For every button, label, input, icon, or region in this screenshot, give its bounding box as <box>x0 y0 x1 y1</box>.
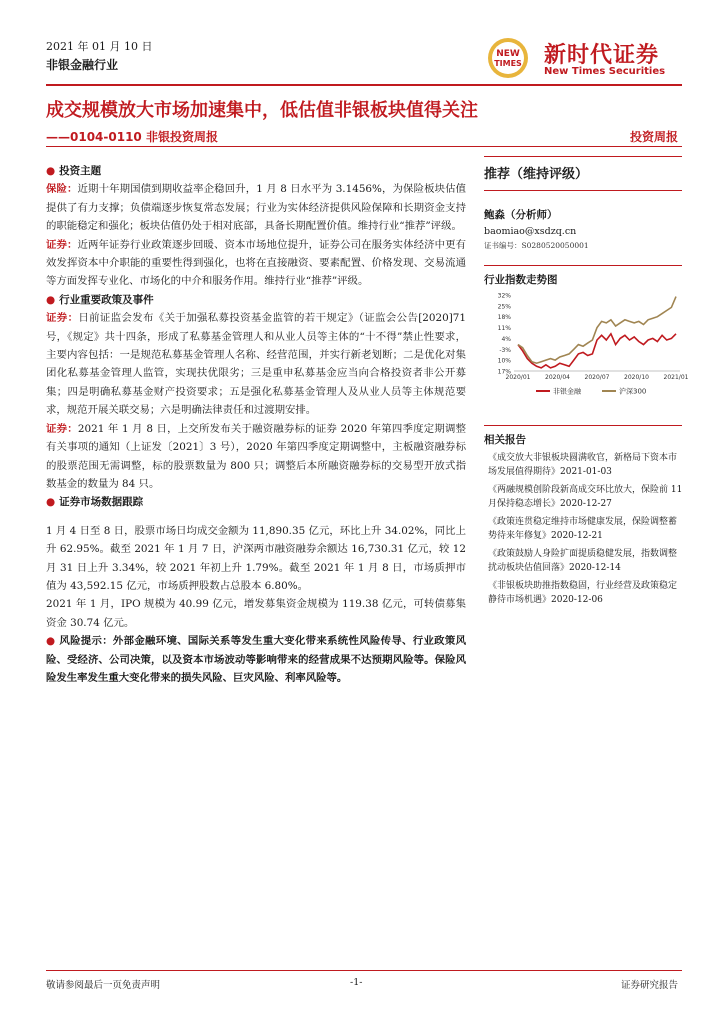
analyst-certificate: 证书编号：S0280520050001 <box>484 241 589 250</box>
related-report-item[interactable]: 《非银板块助推指数稳固，行业经营及政策稳定静待市场机遇》2020-12-06 <box>488 581 678 605</box>
related-report-item[interactable]: 《政策连贯稳定维持市场健康发展，保险调整蓄势待来年修复》2020-12-21 <box>488 517 678 541</box>
report-type: 投资周报 <box>629 130 678 144</box>
footer-report-type: 证券研究报告 <box>620 980 678 991</box>
series-line-csi300 <box>518 297 676 364</box>
page-number: -1- <box>350 977 363 988</box>
y-tick-label: 25% <box>497 303 511 311</box>
insurance-text: 近期十年期国债到期收益率企稳回升，1 月 8 日水平为 3.1456%，为保险板块估值提供了有力支撑；负债端逐步恢复常态发展；行业为实体经济提供风险保障和长期资金支持的职能稳定和强化；板块估值仍处于相对底部，具备长期配置价值。维持行业“推荐”评级。 <box>46 183 467 233</box>
x-tick-label: 2020/10 <box>624 374 649 381</box>
bullet-icon: ● <box>46 635 56 648</box>
industry-index-chart <box>484 291 689 407</box>
footer-disclaimer: 敬请参阅最后一页免责声明 <box>46 980 161 991</box>
report-title: 成交规模放大市场加速集中，低估值非银板块值得关注 <box>46 100 478 121</box>
x-tick-label: 2020/04 <box>545 374 570 381</box>
y-tick-label: 32% <box>497 292 511 300</box>
policy-text-2: 2021 年 1 月 8 日，上交所发布关于融资融券标的证券 2020 年第四季度定期调整有关事项的通知（上证发〔2021〕3 号），2020 年第四季度定期调整中，主板融资融券标的股票范围无需调整，标的股票数量为 800 只；调整后本所融资融券标的交易型开放式指数基金的数量为 84 只。 <box>46 422 466 490</box>
chart-heading: 行业指数走势图 <box>484 274 558 286</box>
policy-paragraph-1 <box>46 309 466 419</box>
legend-label: 沪深300 <box>619 387 647 396</box>
policy-text-1: 日前证监会发布《关于加强私募投资基金监管的若干规定》（证监会公告[2020]71 号，《规定》共十四条，形成了私募基金管理人和从业人员等主体的“十不得”禁止性要求，主要内容包括：一是规范私募基金管理人名称、经营范围，并实行新老划断；二是优化对集团化私募基金管理人监管，实现扶优限劣；三是重申私募基金应当向合格投资者非公开募集；四是明确私募基金财产投资要求；五是强化私募基金管理人及从业人员等主体规范要求，规范开展关联交易；六是明确法律责任和过渡期安排。 <box>46 312 466 417</box>
bullet-icon: ● <box>46 496 56 509</box>
related-report-item[interactable]: 《政策鼓励人身险扩面提质稳健发展，指数调整扰动板块估值回落》2020-12-14 <box>488 549 678 573</box>
report-date: 2021 年 01 月 10 日 <box>46 40 153 53</box>
sidebar-divider <box>484 265 682 266</box>
x-tick-label: 2021/01 <box>663 374 689 381</box>
related-report-item[interactable]: 《两融规模创阶段新高成交环比放大，保险前 11 月保持稳态增长》2020-12-27 <box>488 485 683 509</box>
securities-label: 证券： <box>46 238 78 251</box>
y-tick-label: 4% <box>501 335 511 343</box>
footer-divider <box>46 970 682 971</box>
company-logo <box>486 36 676 80</box>
analyst-email[interactable]: baomiao@xsdzq.cn <box>484 226 577 237</box>
legend-label: 非银金融 <box>553 387 581 396</box>
section-title: 证券市场数据跟踪 <box>59 496 144 509</box>
logo-chinese-name: 新时代证券 <box>544 43 660 68</box>
securities-paragraph <box>46 236 466 291</box>
section-heading-data <box>46 493 466 511</box>
sidebar <box>484 156 689 611</box>
securities-text: 近两年证券行业政策逐步回暖、资本市场地位提升，证券公司在服务实体经济中更有效发挥资本中介职能的重要性得到强化，也将在直接融资、要素配置、价格发现、交易流通等方面发挥专业化、市场化的中介和服务作用。维持行业“推荐”评级。 <box>46 238 467 288</box>
y-tick-label: 10% <box>497 357 511 365</box>
section-heading-theme <box>46 162 466 180</box>
chart-svg <box>484 291 689 407</box>
sidebar-divider <box>484 156 682 157</box>
related-report-item[interactable]: 《成交放大非银板块圆满收官，新格局下资本市场发展值得期待》2021-01-03 <box>488 453 678 477</box>
x-tick-label: 2020/01 <box>505 374 531 381</box>
risk-warning <box>46 632 466 687</box>
sidebar-divider <box>484 190 682 191</box>
related-reports-list <box>484 451 684 607</box>
section-title: 行业重要政策及事件 <box>59 293 154 306</box>
logo-mark-text-1: NEW <box>496 49 520 59</box>
y-tick-label: 17% <box>497 368 511 376</box>
logo-mark-icon <box>486 36 530 80</box>
policy-label-2: 证券： <box>46 422 78 435</box>
insurance-paragraph <box>46 180 466 235</box>
y-tick-label: 18% <box>497 314 511 322</box>
analyst-name: 鲍淼（分析师） <box>484 209 558 221</box>
sidebar-divider <box>484 425 682 426</box>
bullet-icon: ● <box>46 165 56 177</box>
subtitle-divider <box>46 146 682 147</box>
rating-label: 推荐（维持评级） <box>484 167 589 182</box>
main-content <box>46 162 466 687</box>
insurance-label: 保险： <box>46 183 78 196</box>
section-heading-policy <box>46 291 466 309</box>
section-title: 投资主题 <box>59 165 102 177</box>
series-line-nonbank <box>518 334 676 368</box>
market-data-paragraph-2: 2021 年 1 月，IPO 规模为 40.99 亿元，增发募集资金规模为 119.38 亿元，可转债募集资金 30.74 亿元。 <box>46 598 466 629</box>
x-tick-label: 2020/07 <box>584 374 610 381</box>
logo-mark-text-2: TIMES <box>494 59 522 68</box>
policy-paragraph-2 <box>46 420 466 494</box>
y-tick-label: -3% <box>499 346 511 354</box>
report-subtitle: ——0104-0110 非银投资周报 <box>46 130 218 144</box>
market-data-paragraph-1: 1 月 4 日至 8 日，股票市场日均成交金额为 11,890.35 亿元，环比上升 34.02%，同比上升 62.95%。截至 2021 年 1 月 7 日，沪深两市融资融券余额达 16,730.31 亿元，较 12 月 31 日上升 3.34%，较 2021 年初上升 1.79%。截至 2021 年 1 月 8 日，市场质押市值为 43,592.15 亿元，市场质押股数占总股本 6.80%。 <box>46 524 466 592</box>
logo-english-name: New Times Securities <box>544 66 666 77</box>
y-tick-label: 11% <box>497 325 511 333</box>
policy-label-1: 证券： <box>46 312 79 325</box>
bullet-icon: ● <box>46 293 56 306</box>
related-reports-heading: 相关报告 <box>484 434 526 446</box>
sector-label: 非银金融行业 <box>46 58 119 72</box>
header-divider <box>46 84 682 86</box>
risk-text: 风险提示：外部金融环境、国际关系等发生重大变化带来系统性风险传导、行业政策风险、受经济、公司决策，以及资本市场波动等影响带来的经营成果不达预期风险等。保险风险发生率发生重大变化带来的损失风险、巨灾风险、利率风险等。 <box>46 635 466 684</box>
